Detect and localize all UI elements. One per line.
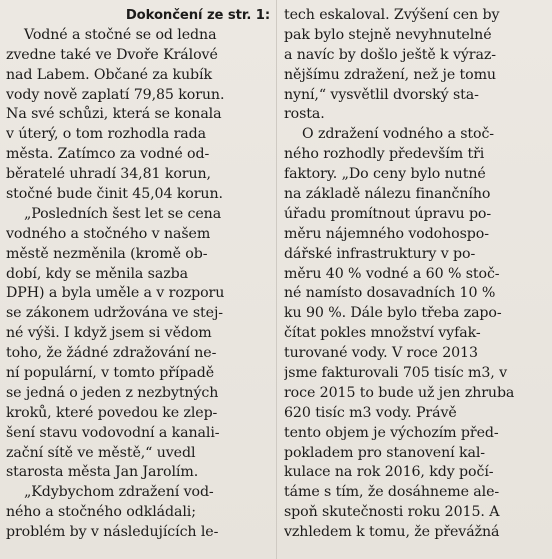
text-line: města. Zatímco za vodné od- <box>6 146 210 163</box>
text-line: v úterý, o tom rozhodla rada <box>6 126 206 143</box>
text-line: stočné bude činit 45,04 korun. <box>6 186 223 203</box>
text-line: pak bylo stejně nevyhnutelné <box>284 26 492 43</box>
text-line: turované vody. V roce 2013 <box>284 345 478 362</box>
text-line: dářské infrastruktury v po- <box>284 245 476 262</box>
text-line: pokladem pro stanovení kal- <box>284 444 485 461</box>
text-line: na základě nálezu finančního <box>284 186 491 203</box>
text-line: né namísto dosavadních 10 % <box>284 285 496 302</box>
text-line: toho, že žádné zdražování ne- <box>6 345 217 362</box>
text-line: vodného a stočného v našem <box>6 225 211 242</box>
text-line: nyní,“ vysvětlil dvorský sta- <box>284 86 479 103</box>
text-line: kroků, které povedou ke zlep- <box>6 404 218 421</box>
text-line: ného a stočného odkládali; <box>6 504 196 521</box>
text-line: zvedne také ve Dvoře Králové <box>6 46 218 63</box>
text-line: dobí, kdy se měnila sazba <box>6 265 188 282</box>
text-line: faktory. „Do ceny bylo nutné <box>284 166 486 183</box>
text-line: rosta. <box>284 106 325 123</box>
text-line: běratelé uhradí 34,81 korun, <box>6 166 211 183</box>
text-line: tech eskaloval. Zvýšení cen by <box>284 7 500 23</box>
text-line: šení stavu vodovodní a kanali- <box>6 424 220 441</box>
text-line: a navíc by došlo ještě k výraz- <box>284 46 496 63</box>
continuation-kicker: Dokončení ze str. 1: <box>125 8 270 23</box>
text-line: né výši. I když jsem si vědom <box>6 325 212 342</box>
text-line: se jedná o jeden z nezbytných <box>6 384 219 401</box>
text-line: se zákonem udržována ve stej- <box>6 305 223 322</box>
text-line: nad Labem. Občané za kubík <box>6 66 212 83</box>
text-line: tento objem je výchozím před- <box>284 424 499 441</box>
text-line: O zdražení vodného a stoč- <box>302 126 494 143</box>
text-line: vzhledem k tomu, že převážná <box>284 524 500 541</box>
text-line: ku 90 %. Dále bylo třeba zapo- <box>284 305 502 322</box>
text-line: starosta města Jan Jarolím. <box>6 464 199 481</box>
text-line: problém by v následujících le- <box>6 524 219 541</box>
text-line: ní populární, v tomto případě <box>6 365 214 382</box>
text-line: jsme fakturovali 705 tisíc m3, v <box>284 365 507 382</box>
text-line: „Kdybychom zdražení vod- <box>24 484 214 501</box>
text-line: městě nezměnila (kromě ob- <box>6 245 208 262</box>
text-line: vody nově zaplatí 79,85 korun. <box>6 86 225 103</box>
right-column <box>284 6 548 543</box>
column-divider <box>276 0 277 559</box>
text-line: úřadu promítnout úpravu po- <box>284 205 492 222</box>
text-line: nějšímu zdražení, než je tomu <box>284 66 496 83</box>
text-line: ného rozhodly především tři <box>284 146 485 163</box>
text-line: táme s tím, že dosáhneme ale- <box>284 484 500 501</box>
text-line: měru nájemného vodohospo- <box>284 225 489 242</box>
text-line: „Posledních šest let se cena <box>24 205 222 222</box>
text-line: zační sítě ve městě,“ uvedl <box>6 444 196 461</box>
kicker-line <box>6 6 270 26</box>
text-line: spoň skutečnosti roku 2015. A <box>284 504 500 521</box>
text-line: čítat pokles množství vyfak- <box>284 325 481 342</box>
text-line: Vodné a stočné se od ledna <box>24 26 217 43</box>
text-line: Na své schůzi, která se konala <box>6 106 222 123</box>
text-line: měru 40 % vodné a 60 % stoč- <box>284 265 500 282</box>
text-line: 620 tisíc m3 vody. Právě <box>284 404 457 421</box>
text-line: DPH) a byla uměle a v rozporu <box>6 285 225 302</box>
text-line: roce 2015 to bude už jen zhruba <box>284 384 515 401</box>
left-column <box>6 6 270 543</box>
text-line: kulace na rok 2016, kdy počí- <box>284 464 494 481</box>
